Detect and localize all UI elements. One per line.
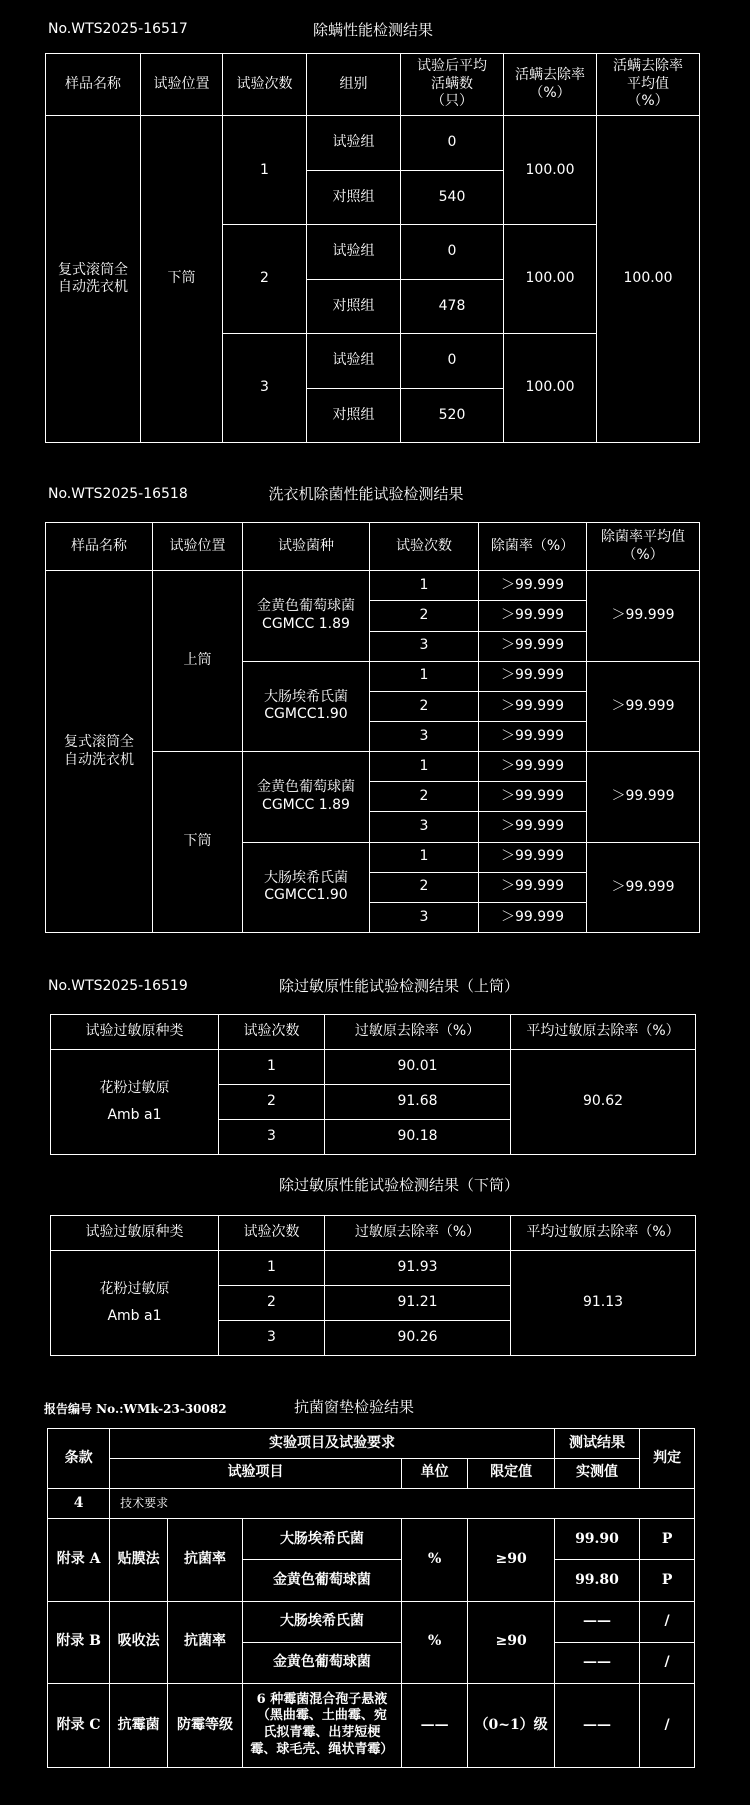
bacteria-header-sample: 样品名称	[46, 523, 153, 571]
bacteria-rate: ＞99.999	[479, 631, 587, 661]
table-row	[46, 571, 700, 601]
mite-header-run: 试验次数	[223, 54, 307, 116]
mite-test-group-count: 0	[401, 116, 504, 170]
bacteria-position: 上筒	[153, 571, 243, 752]
pad-clause-4: 4	[48, 1488, 110, 1519]
mite-control-group-count: 540	[401, 170, 504, 224]
table-row	[51, 1251, 696, 1286]
bacteria-run-number: 1	[370, 842, 479, 872]
allergen-run-number: 1	[219, 1050, 325, 1085]
allergen-header-avg: 平均过敏原去除率（%）	[511, 1216, 696, 1251]
bacteria-run-number: 1	[370, 571, 479, 601]
mite-sample-name: 复式滚筒全 自动洗衣机	[46, 116, 141, 443]
pad-technical-requirements: 技术要求	[110, 1488, 695, 1519]
mite-test-group-count: 0	[401, 334, 504, 388]
mite-position: 下筒	[141, 116, 223, 443]
pad-appendix-b: 附录 B	[48, 1601, 110, 1683]
bacteria-table-title: 洗衣机除菌性能试验检测结果	[268, 485, 464, 503]
pad-measured-value: ——	[554, 1601, 639, 1642]
mite-control-group-count: 520	[401, 388, 504, 443]
pad-header-row-1	[48, 1429, 695, 1459]
bacteria-rate: ＞99.999	[479, 812, 587, 842]
bacteria-rate: ＞99.999	[479, 902, 587, 932]
mite-removal-rate: 100.00	[504, 225, 597, 334]
allergen-lower-title: 除过敏原性能试验检测结果（下筒）	[278, 1176, 520, 1194]
allergen-rate: 91.93	[325, 1251, 511, 1286]
mite-header-avg-rate: 活螨去除率 平均值 （%）	[597, 54, 700, 116]
table-row	[48, 1488, 695, 1519]
pad-header-limit: 限定值	[468, 1458, 554, 1488]
bacteria-header-row	[46, 523, 700, 571]
mite-run-number: 1	[223, 116, 307, 225]
mite-run-number: 2	[223, 225, 307, 334]
bacteria-rate: ＞99.999	[479, 721, 587, 751]
allergen-header-type: 试验过敏原种类	[51, 1216, 219, 1251]
bacteria-rate: ＞99.999	[479, 571, 587, 601]
pad-header-measured: 实测值	[554, 1458, 639, 1488]
allergen-lower-table	[50, 1215, 696, 1356]
allergen-run-number: 3	[219, 1120, 325, 1155]
pad-method: 抗霉菌	[110, 1683, 168, 1767]
pad-judgement: P	[640, 1560, 695, 1601]
mite-header-row	[46, 54, 700, 116]
allergen-run-number: 3	[219, 1321, 325, 1356]
bacteria-header-avg-rate: 除菌率平均值 （%）	[587, 523, 700, 571]
bacteria-strain: 金黄色葡萄球菌 CGMCC 1.89	[243, 571, 370, 661]
mite-test-group-label: 试验组	[307, 334, 401, 388]
mite-header-position: 试验位置	[141, 54, 223, 116]
bacteria-run-number: 3	[370, 631, 479, 661]
mite-header-sample: 样品名称	[46, 54, 141, 116]
allergen-upper-title: 除过敏原性能试验检测结果（上筒）	[278, 977, 520, 995]
pad-table-title: 抗菌窗垫检验结果	[293, 1398, 415, 1416]
pad-results-table	[47, 1428, 695, 1768]
pad-measured-value: 99.90	[554, 1519, 639, 1560]
mite-test-group-label: 试验组	[307, 225, 401, 279]
allergen-header-rate: 过敏原去除率（%）	[325, 1216, 511, 1251]
pad-header-item: 试验项目	[110, 1458, 402, 1488]
bacteria-strain: 金黄色葡萄球菌 CGMCC 1.89	[243, 752, 370, 842]
bacteria-avg-rate: ＞99.999	[587, 752, 700, 842]
pad-appendix-c: 附录 C	[48, 1683, 110, 1767]
bacteria-strain: 大肠埃希氏菌 CGMCC1.90	[243, 842, 370, 933]
allergen-header-rate: 过敏原去除率（%）	[325, 1015, 511, 1050]
allergen-lower-header-row	[51, 1216, 696, 1251]
bacteria-header-strain: 试验菌种	[243, 523, 370, 571]
mite-control-group-label: 对照组	[307, 388, 401, 443]
mite-header-avg-count: 试验后平均 活螨数 （只）	[401, 54, 504, 116]
pad-judgement: /	[640, 1601, 695, 1642]
bacteria-run-number: 1	[370, 661, 479, 691]
pad-unit: %	[401, 1601, 467, 1683]
allergen-rate: 90.26	[325, 1321, 511, 1356]
bacteria-strain: 大肠埃希氏菌 CGMCC1.90	[243, 661, 370, 751]
bacteria-rate: ＞99.999	[479, 842, 587, 872]
pad-judgement: /	[640, 1683, 695, 1767]
allergen-run-number: 1	[219, 1251, 325, 1286]
allergen-avg-rate: 91.13	[511, 1251, 696, 1356]
bacteria-run-number: 2	[370, 691, 479, 721]
mite-control-group-label: 对照组	[307, 279, 401, 333]
pad-header-clause: 条款	[48, 1429, 110, 1489]
bacteria-avg-rate: ＞99.999	[587, 571, 700, 661]
pad-mold-strains: 6 种霉菌混合孢子悬液 （黑曲霉、土曲霉、宛 氏拟青霉、出芽短梗 霉、球毛壳、绳状青霉）	[242, 1683, 401, 1767]
pad-judgement: /	[640, 1642, 695, 1683]
pad-limit: ≥90	[468, 1519, 554, 1601]
mite-table-title: 除螨性能检测结果	[312, 21, 434, 39]
bacteria-rate: ＞99.999	[479, 872, 587, 902]
allergen-run-number: 2	[219, 1286, 325, 1321]
allergen-upper-header-row	[51, 1015, 696, 1050]
allergen-type: 花粉过敏原 Amb a1	[51, 1050, 219, 1155]
pad-measured-value: ——	[554, 1683, 639, 1767]
allergen-upper-table	[50, 1014, 696, 1155]
mite-header-group: 组别	[307, 54, 401, 116]
mite-removal-rate: 100.00	[504, 116, 597, 225]
bacteria-header-rate: 除菌率（%）	[479, 523, 587, 571]
bacteria-sample-name: 复式滚筒全 自动洗衣机	[46, 571, 153, 933]
mite-removal-rate: 100.00	[504, 334, 597, 443]
bacteria-rate: ＞99.999	[479, 661, 587, 691]
pad-header-judge: 判定	[640, 1429, 695, 1489]
allergen-rate: 90.18	[325, 1120, 511, 1155]
mite-run-number: 3	[223, 334, 307, 443]
pad-measured-value: 99.80	[554, 1560, 639, 1601]
mite-control-group-label: 对照组	[307, 170, 401, 224]
bacteria-run-number: 3	[370, 812, 479, 842]
table-row	[48, 1519, 695, 1560]
pad-header-unit: 单位	[401, 1458, 467, 1488]
table-row	[48, 1601, 695, 1642]
pad-limit: ≥90	[468, 1601, 554, 1683]
bacteria-run-number: 3	[370, 902, 479, 932]
bacteria-run-number: 3	[370, 721, 479, 751]
pad-strain: 金黄色葡萄球菌	[242, 1642, 401, 1683]
mite-results-table	[45, 53, 700, 443]
allergen-header-type: 试验过敏原种类	[51, 1015, 219, 1050]
bacteria-header-position: 试验位置	[153, 523, 243, 571]
pad-unit: ——	[401, 1683, 467, 1767]
pad-report-number: 报告编号 No.:WMk-23-30082	[44, 1402, 227, 1416]
bacteria-rate: ＞99.999	[479, 691, 587, 721]
pad-limit: （0~1）级	[468, 1683, 554, 1767]
bacteria-avg-rate: ＞99.999	[587, 661, 700, 751]
bacteria-position: 下筒	[153, 752, 243, 933]
bacteria-rate: ＞99.999	[479, 601, 587, 631]
mite-average-rate: 100.00	[597, 116, 700, 443]
allergen-rate: 91.21	[325, 1286, 511, 1321]
allergen-report-number: No.WTS2025-16519	[48, 978, 188, 994]
pad-strain: 金黄色葡萄球菌	[242, 1560, 401, 1601]
bacteria-results-table	[45, 522, 700, 933]
mite-test-group-label: 试验组	[307, 116, 401, 170]
pad-measured-value: ——	[554, 1642, 639, 1683]
pad-method: 贴膜法	[110, 1519, 168, 1601]
table-row	[48, 1683, 695, 1767]
mite-test-group-count: 0	[401, 225, 504, 279]
bacteria-rate: ＞99.999	[479, 782, 587, 812]
allergen-header-run: 试验次数	[219, 1216, 325, 1251]
mite-report-number: No.WTS2025-16517	[48, 21, 188, 37]
pad-unit: %	[401, 1519, 467, 1601]
bacteria-run-number: 1	[370, 752, 479, 782]
pad-strain: 大肠埃希氏菌	[242, 1519, 401, 1560]
bacteria-run-number: 2	[370, 601, 479, 631]
bacteria-report-number: No.WTS2025-16518	[48, 486, 188, 502]
bacteria-header-run: 试验次数	[370, 523, 479, 571]
allergen-rate: 90.01	[325, 1050, 511, 1085]
pad-judgement: P	[640, 1519, 695, 1560]
pad-header-group: 实验项目及试验要求	[110, 1429, 555, 1459]
pad-appendix-a: 附录 A	[48, 1519, 110, 1601]
pad-item: 抗菌率	[168, 1519, 243, 1601]
pad-header-row-2	[48, 1458, 695, 1488]
bacteria-avg-rate: ＞99.999	[587, 842, 700, 933]
table-row	[46, 116, 700, 170]
allergen-avg-rate: 90.62	[511, 1050, 696, 1155]
pad-strain: 大肠埃希氏菌	[242, 1601, 401, 1642]
pad-item: 防霉等级	[168, 1683, 243, 1767]
mite-header-rate: 活螨去除率 （%）	[504, 54, 597, 116]
allergen-header-run: 试验次数	[219, 1015, 325, 1050]
pad-item: 抗菌率	[168, 1601, 243, 1683]
allergen-run-number: 2	[219, 1085, 325, 1120]
table-row	[51, 1050, 696, 1085]
allergen-rate: 91.68	[325, 1085, 511, 1120]
mite-control-group-count: 478	[401, 279, 504, 333]
bacteria-run-number: 2	[370, 872, 479, 902]
pad-header-result: 测试结果	[554, 1429, 639, 1459]
bacteria-rate: ＞99.999	[479, 752, 587, 782]
allergen-header-avg: 平均过敏原去除率（%）	[511, 1015, 696, 1050]
pad-method: 吸收法	[110, 1601, 168, 1683]
bacteria-run-number: 2	[370, 782, 479, 812]
allergen-type: 花粉过敏原 Amb a1	[51, 1251, 219, 1356]
